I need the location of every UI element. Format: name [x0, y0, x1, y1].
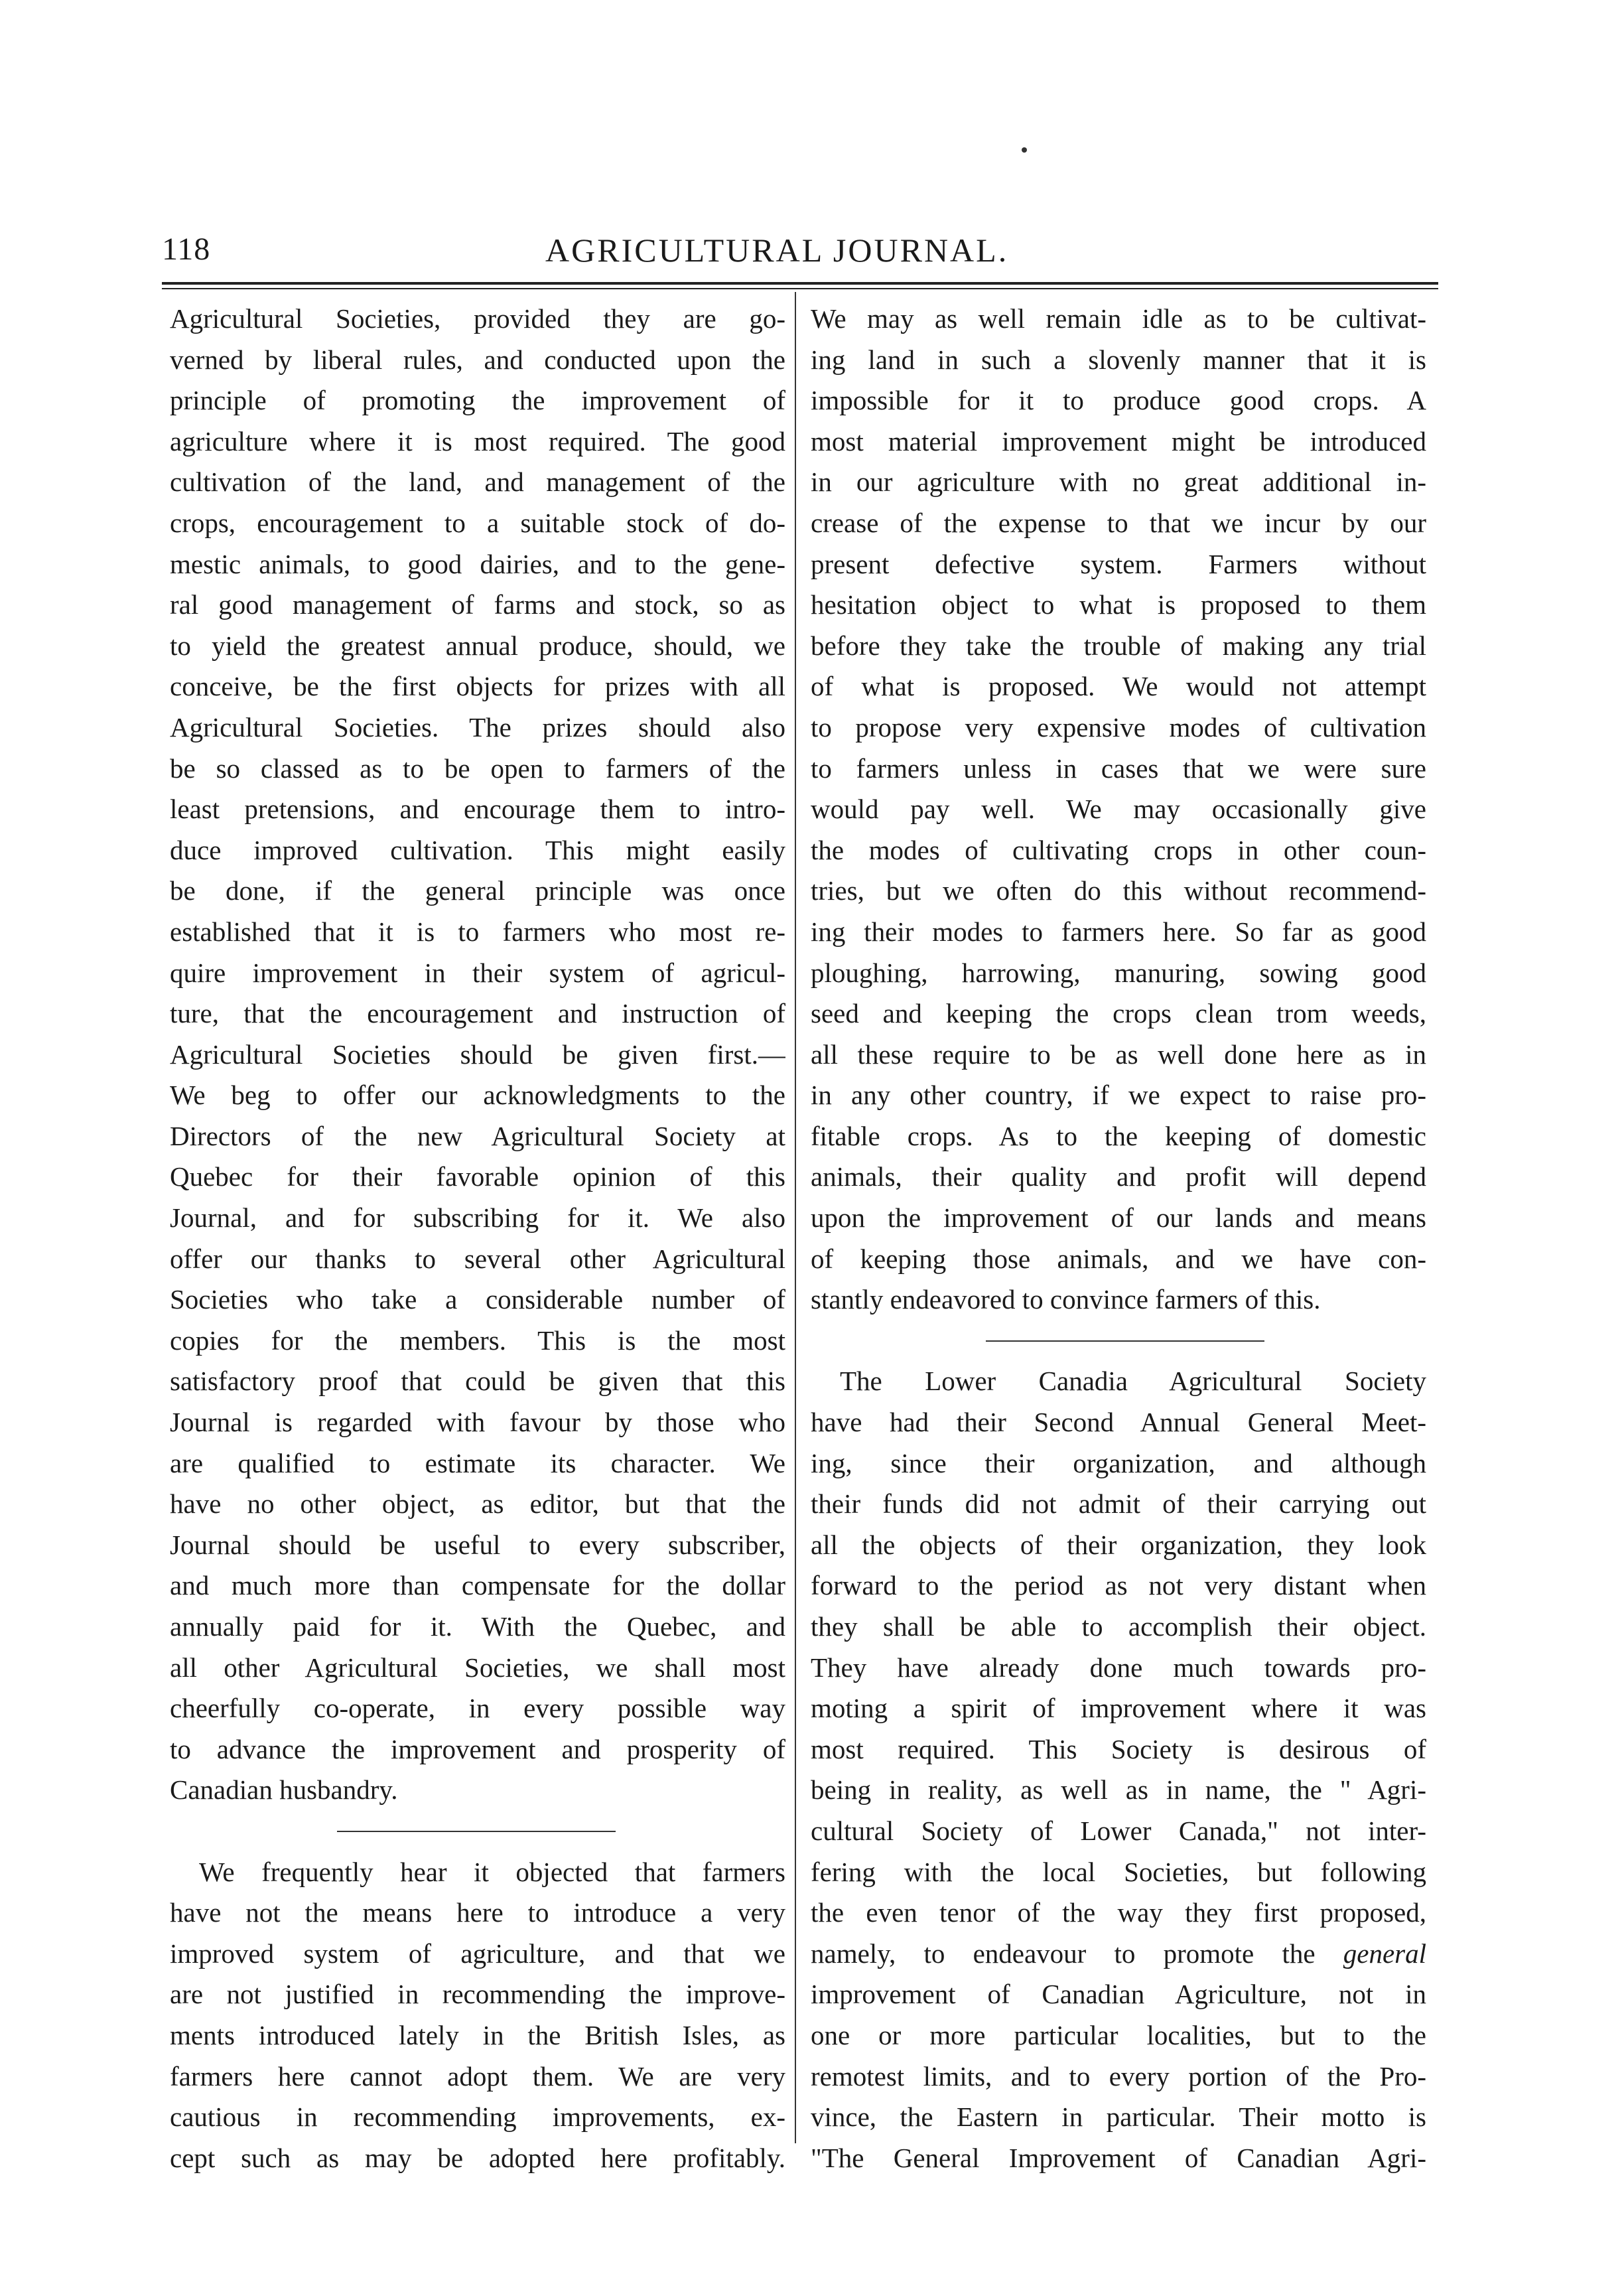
- text-line: cultivation of the land, and management of the: [170, 466, 785, 498]
- text-line: Journal should be useful to every subscriber,: [170, 1529, 785, 1560]
- text-line: ing their modes to farmers here. So far as good: [811, 916, 1426, 947]
- text-line: in our agriculture with no great additional in-: [811, 466, 1426, 498]
- text-line: to advance the improvement and prosperity of: [170, 1733, 785, 1764]
- text-line: ture, that the encouragement and instruction of: [170, 998, 785, 1029]
- text-line: upon the improvement of our lands and means: [811, 1202, 1426, 1234]
- text-line: all the objects of their organization, they look: [811, 1529, 1426, 1560]
- text-line: Societies who take a considerable number of: [170, 1284, 785, 1315]
- text-line: seed and keeping the crops clean trom weeds,: [811, 998, 1426, 1029]
- text-line: moting a spirit of improvement where it was: [811, 1693, 1426, 1724]
- left-section-separator: [170, 1811, 785, 1852]
- text-line: most material improvement might be introduced: [811, 425, 1426, 457]
- text-line: animals, their quality and profit will depend: [811, 1161, 1426, 1192]
- text-line: duce improved cultivation. This might easily: [170, 834, 785, 865]
- left-paragraph-1: [170, 299, 785, 1811]
- text-line: We beg to offer our acknowledgments to the: [170, 1080, 785, 1111]
- text-line: crops, encouragement to a suitable stock of do-: [170, 507, 785, 538]
- text-line: They have already done much towards pro-: [811, 1652, 1426, 1683]
- text-line: before they take the trouble of making any trial: [811, 630, 1426, 661]
- text-line: vince, the Eastern in particular. Their motto is: [811, 2101, 1426, 2133]
- text-line: offer our thanks to several other Agricultural: [170, 1243, 785, 1274]
- text-line: crease of the expense to that we incur by our: [811, 507, 1426, 538]
- text-line: ploughing, harrowing, manuring, sowing good: [811, 957, 1426, 988]
- text-line: are not justified in recommending the improve-: [170, 1979, 785, 2010]
- text-line: have had their Second Annual General Meet-: [811, 1407, 1426, 1438]
- right-section-separator: [811, 1320, 1426, 1362]
- text-line: to yield the greatest annual produce, should, we: [170, 630, 785, 661]
- text-line: conceive, be the first objects for prizes with all: [170, 671, 785, 702]
- text-line: to farmers unless in cases that we were sure: [811, 752, 1426, 784]
- text-line: forward to the period as not very distant when: [811, 1570, 1426, 1601]
- text-line: have not the means here to introduce a very: [170, 1897, 785, 1928]
- text-line: principle of promoting the improvement of: [170, 385, 785, 416]
- text-line: have no other object, as editor, but that the: [170, 1488, 785, 1520]
- text-line: Journal, and for subscribing for it. We also: [170, 1202, 785, 1234]
- text-line: all these require to be as well done here as in: [811, 1038, 1426, 1070]
- text-line: cultural Society of Lower Canada," not inter-: [811, 1815, 1426, 1846]
- text-line: impossible for it to produce good crops. A: [811, 385, 1426, 416]
- text-line: namely, to endeavour to promote the general: [811, 1938, 1426, 1969]
- text-line: verned by liberal rules, and conducted upon the: [170, 344, 785, 375]
- text-line: most required. This Society is desirous of: [811, 1733, 1426, 1764]
- text-line: Journal is regarded with favour by those who: [170, 1407, 785, 1438]
- text-line: We may as well remain idle as to be cultivat-: [811, 303, 1426, 334]
- text-line: present defective system. Farmers without: [811, 548, 1426, 579]
- text-line: fering with the local Societies, but following: [811, 1856, 1426, 1887]
- text-line: to propose very expensive modes of cultivation: [811, 711, 1426, 743]
- text-line: would pay well. We may occasionally give: [811, 794, 1426, 825]
- text-line: improved system of agriculture, and that we: [170, 1938, 785, 1969]
- text-line: the modes of cultivating crops in other coun-: [811, 834, 1426, 865]
- right-column: [811, 299, 1426, 2178]
- header-rule-thin: [162, 288, 1438, 289]
- text-line: cautious in recommending improvements, ex-: [170, 2101, 785, 2133]
- text-line: ral good management of farms and stock, so as: [170, 589, 785, 620]
- text-line: their funds did not admit of their carrying out: [811, 1488, 1426, 1520]
- text-line: Agricultural Societies should be given first.—: [170, 1038, 785, 1070]
- text-line: they shall be able to accomplish their object.: [811, 1611, 1426, 1642]
- text-line: "The General Improvement of Canadian Agri-: [811, 2142, 1426, 2173]
- text-line: Agricultural Societies. The prizes should also: [170, 711, 785, 743]
- text-line: hesitation object to what is proposed to them: [811, 589, 1426, 620]
- text-line: remotest limits, and to every portion of the Pro-: [811, 2060, 1426, 2092]
- text-line: satisfactory proof that could be given that this: [170, 1366, 785, 1397]
- left-column: [170, 299, 785, 2178]
- text-line: ing, since their organization, and although: [811, 1447, 1426, 1478]
- page-number: 118: [162, 232, 211, 267]
- text-line: the even tenor of the way they first proposed,: [811, 1897, 1426, 1928]
- text-line: and much more than compensate for the dollar: [170, 1570, 785, 1601]
- text-line: cheerfully co-operate, in every possible way: [170, 1693, 785, 1724]
- text-line: least pretensions, and encourage them to intro-: [170, 794, 785, 825]
- text-line: of what is proposed. We would not attempt: [811, 671, 1426, 702]
- text-line: agriculture where it is most required. The good: [170, 425, 785, 457]
- emphasis: general: [1343, 1938, 1426, 1969]
- text-line: are qualified to estimate its character. We: [170, 1447, 785, 1478]
- text-line: Canadian husbandry.: [170, 1774, 398, 1806]
- text-line: tries, but we often do this without recommend-: [811, 875, 1426, 906]
- header-rule-thick: [162, 282, 1438, 285]
- text-line: be so classed as to be open to farmers of the: [170, 752, 785, 784]
- text-line: one or more particular localities, but to the: [811, 2019, 1426, 2050]
- text-line: quire improvement in their system of agricul-: [170, 957, 785, 988]
- text-line: Quebec for their favorable opinion of this: [170, 1161, 785, 1192]
- text-line: We frequently hear it objected that farmers: [199, 1856, 785, 1887]
- text-line: mestic animals, to good dairies, and to the gene-: [170, 548, 785, 579]
- text-line: annually paid for it. With the Quebec, and: [170, 1611, 785, 1642]
- text-line: farmers here cannot adopt them. We are very: [170, 2060, 785, 2092]
- text-line: ments introduced lately in the British Isles, as: [170, 2019, 785, 2050]
- text-line: fitable crops. As to the keeping of domestic: [811, 1120, 1426, 1151]
- journal-title: AGRICULTURAL JOURNAL.: [545, 232, 1009, 269]
- right-paragraph-1: [811, 299, 1426, 1320]
- text-line: of keeping those animals, and we have con-: [811, 1243, 1426, 1274]
- text-line: copies for the members. This is the most: [170, 1324, 785, 1356]
- text-line: in any other country, if we expect to raise pro-: [811, 1080, 1426, 1111]
- text-line: improvement of Canadian Agriculture, not in: [811, 1979, 1426, 2010]
- text-line: Agricultural Societies, provided they are go-: [170, 303, 785, 334]
- left-paragraph-2: [170, 1852, 785, 2179]
- text-line: ing land in such a slovenly manner that it is: [811, 344, 1426, 375]
- text-line: Directors of the new Agricultural Society at: [170, 1120, 785, 1151]
- right-paragraph-2: [811, 1361, 1426, 2178]
- text-line: all other Agricultural Societies, we shall most: [170, 1652, 785, 1683]
- ink-speck: [1022, 147, 1027, 153]
- text-line: being in reality, as well as in name, the " Agri-: [811, 1774, 1426, 1806]
- running-head: [162, 231, 1438, 277]
- text-line: cept such as may be adopted here profitably.: [170, 2142, 785, 2173]
- text-line: be done, if the general principle was once: [170, 875, 785, 906]
- text-line: The Lower Canadia Agricultural Society: [840, 1366, 1426, 1397]
- column-divider: [795, 292, 796, 2143]
- text-line: established that it is to farmers who most re-: [170, 916, 785, 947]
- text-line: stantly endeavored to convince farmers of this.: [811, 1284, 1321, 1315]
